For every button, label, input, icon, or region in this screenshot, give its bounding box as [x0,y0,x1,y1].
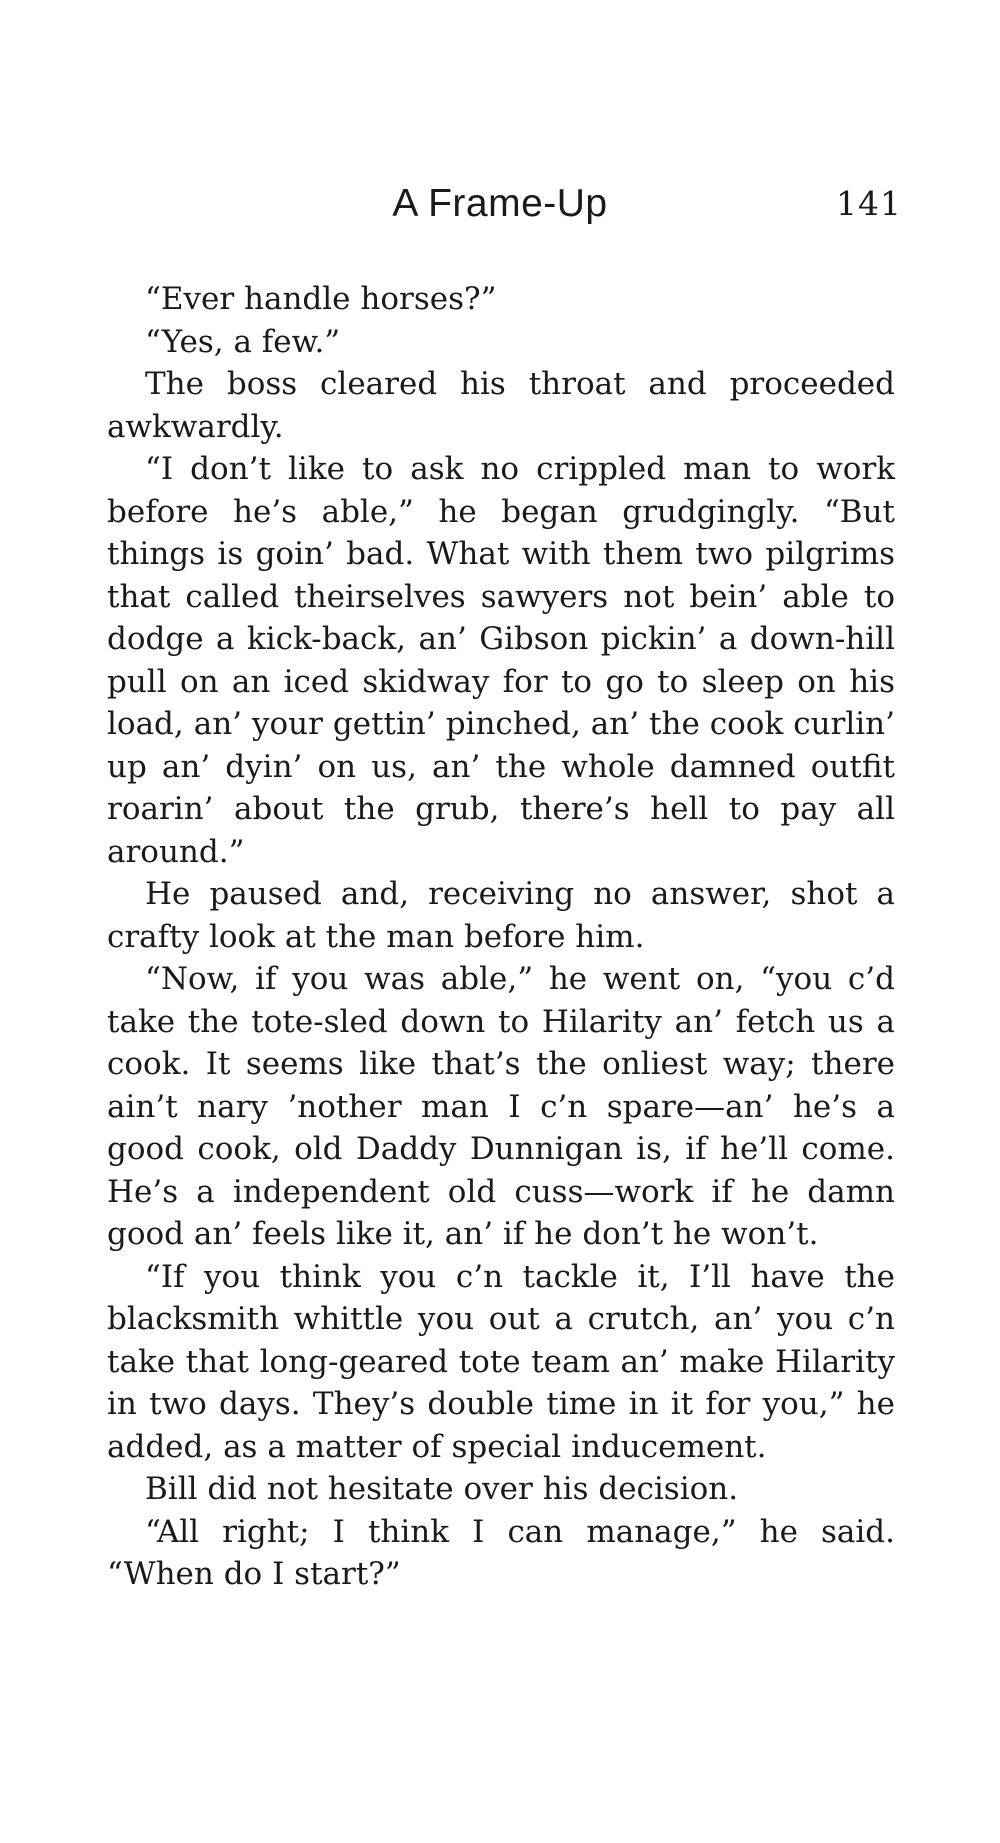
paragraph: “I don’t like to ask no crippled man to work before he’s able,” he began grudgingly. “But things is goin’ bad. What with them two pilgrims that called theirselves sawyers not bein’ able to dodge a kick-back, an’ Gibson pickin’ a down-hill pull on an iced skidway for to go to sleep on his load, an’ your gettin’ pinched, an’ the cook curlin’ up an’ dyin’ on us, an’ the whole damned outfit roarin’ about the grub, there’s hell to pay all around.” [107,451,895,870]
running-title: A Frame-Up [392,182,608,225]
paragraph: “If you think you c’n tackle it, I’ll have the blacksmith whittle you out a crutch, an’ you c’n take that long-geared tote team an’ make Hilarity in two days. They’s double time in it for you,” he added, as a matter of special inducement. [107,1258,895,1465]
page-number: 141 [836,184,902,223]
running-head [0,182,1000,242]
paragraph: “Ever handle horses?” [145,281,497,317]
paragraph: The boss cleared his throat and proceeded awkwardly. [107,366,895,445]
paragraph: Bill did not hesitate over his decision. [145,1471,739,1507]
paragraph: “Now, if you was able,” he went on, “you c’d take the tote-sled down to Hilarity an’ fetch us a cook. It seems like that’s the onliest way; there ain’t nary ’nother man I c’n spare—an’ he’s a good cook, old Daddy Dunnigan is, if he’ll come. He’s a independent old cuss—work if he damn good an’ feels like it, an’ if he don’t he won’t. [107,961,895,1252]
body-text [107,278,895,1596]
paragraph: He paused and, receiving no answer, shot a crafty look at the man before him. [107,876,895,955]
paragraph: “Yes, a few.” [145,323,341,360]
paragraph: “All right; I think I can manage,” he said. “When do I start?” [107,1513,895,1592]
